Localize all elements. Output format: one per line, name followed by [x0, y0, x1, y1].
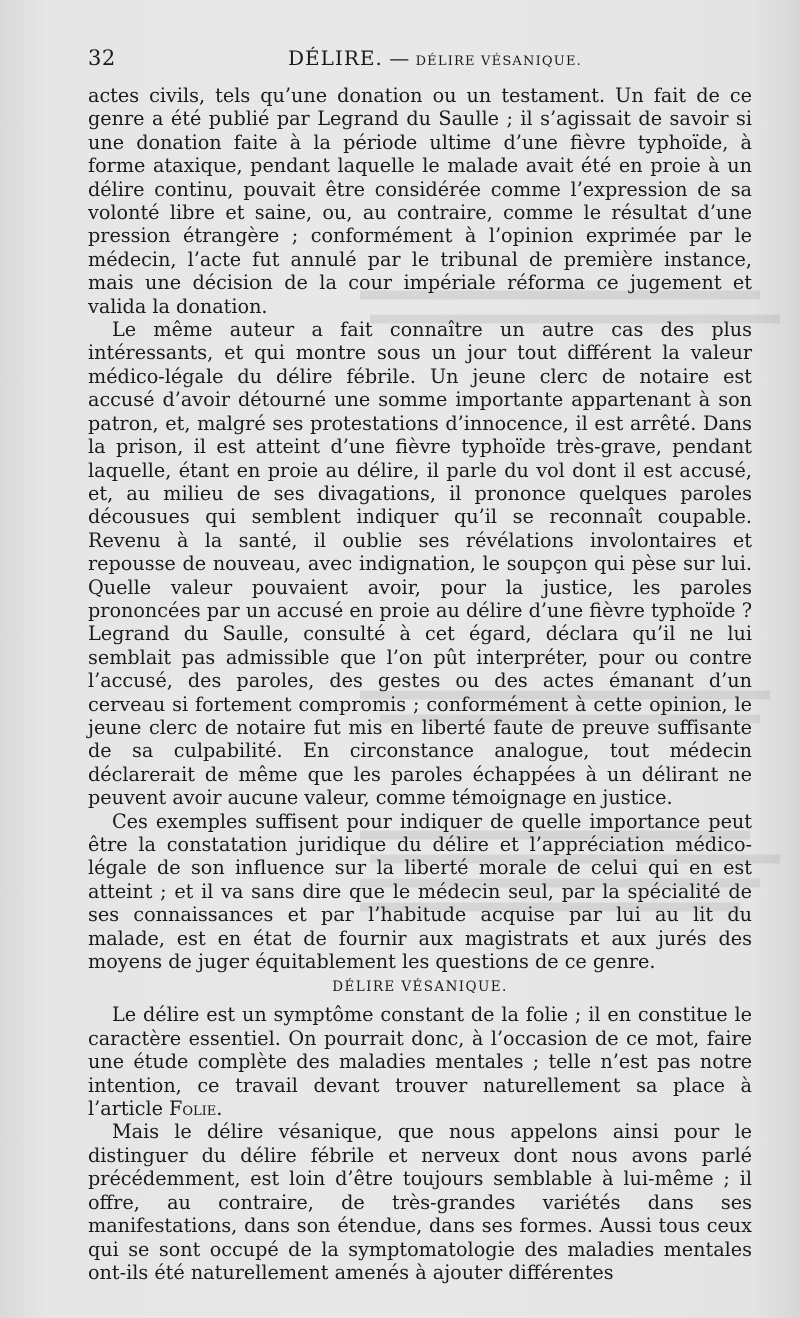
- running-head: [288, 46, 582, 70]
- running-title: DÉLIRE.: [288, 46, 383, 70]
- page-header: [88, 46, 752, 76]
- section-paragraph-1: [88, 1003, 752, 1120]
- body-text: [88, 84, 752, 1284]
- running-head-separator: —: [389, 46, 410, 70]
- running-subtitle: DÉLIRE VÉSANIQUE.: [415, 54, 582, 69]
- section-paragraph-1-end: .: [216, 1097, 223, 1121]
- section-paragraph-2: Mais le délire vésanique, que nous appelons ainsi pour le distinguer du délire fébrile et nerveux dont nous avons parlé précédemment, est loin d’être toujours semblable à lui-même ; il offre, au contraire, de très-grandes variétés dans ses manifestations, dans son étendue, dans ses formes. Aussi tous ceux qui se sont occupé de la symptomatologie des maladies mentales ont-ils été naturellement amenés à ajouter différentes: [88, 1120, 752, 1284]
- paragraph-3: Ces exemples suffisent pour indiquer de quelle importance peut être la constatation juridique du délire et l’appréciation médico-légale de son influence sur la liberté morale de celui qui en est atteint ; et il va sans dire que le médecin seul, par la spécialité de ses connaissances et par l’habitude acquise par lui au lit du malade, est en état de fournir aux magistrats et aux jurés des moyens de juger équitablement les questions de ce genre.: [88, 809, 752, 974]
- cross-reference: Folie: [169, 1097, 217, 1121]
- paragraph-1: actes civils, tels qu’une donation ou un testament. Un fait de ce genre a été publié par Legrand du Saulle ; il s’agissait de savoir si une donation faite à la période ultime d’une fièvre typhoïde, à forme ataxique, pendant laquelle le malade avait été en proie à un délire continu, pouvait être considérée comme l’expression de sa volonté libre et saine, ou, au contraire, comme le résultat d’une pression étrangère ; conformément à l’opinion exprimée par le médecin, l’acte fut annulé par le tribunal de première instance, mais une décision de la cour impériale réforma ce jugement et valida la donation.: [88, 84, 752, 318]
- paragraph-2: Le même auteur a fait connaître un autre cas des plus intéressants, et qui montre sous un jour tout différent la valeur médico-légale du délire fébrile. Un jeune clerc de notaire est accusé d’avoir détourné une somme importante appartenant à son patron, et, malgré ses protestations d’innocence, il est arrêté. Dans la prison, il est atteint d’une fièvre typhoïde très-grave, pendant laquelle, étant en proie au délire, il parle du vol dont il est accusé, et, au milieu de ses divagations, il prononce quelques paroles décousues qui semblent indiquer qu’il se reconnaît coupable. Revenu à la santé, il oublie ses révélations involontaires et repousse de nouveau, avec indignation, le soupçon qui pèse sur lui. Quelle valeur pouvaient avoir, pour la justice, les paroles prononcées par un accusé en proie au délire d’une fièvre typhoïde ? Legrand du Saulle, consulté à cet égard, déclara qu’il ne lui semblait pas admissible que l’on pût interpréter, pour ou contre l’accusé, des paroles, des gestes ou des actes émanant d’un cerveau si fortement compromis ; conformément à cette opinion, le jeune clerc de notaire fut mis en liberté faute de preuve suffisante de sa culpabilité. En circonstance analogue, tout médecin déclarerait de même que les paroles échappées à un délirant ne peuvent avoir aucune valeur, comme témoignage en justice.: [88, 318, 752, 810]
- section-heading: DÉLIRE VÉSANIQUE.: [332, 979, 508, 996]
- section-paragraph-1-text: Le délire est un symptôme constant de la folie ; il en constitue le caractère essentiel. On pourrait donc, à l’occasion de ce mot, faire une étude complète des maladies mentales ; telle n’est pas notre intention, ce travail devant trouver naturellement sa place à l’article: [88, 1003, 752, 1121]
- page-number: 32: [88, 46, 116, 70]
